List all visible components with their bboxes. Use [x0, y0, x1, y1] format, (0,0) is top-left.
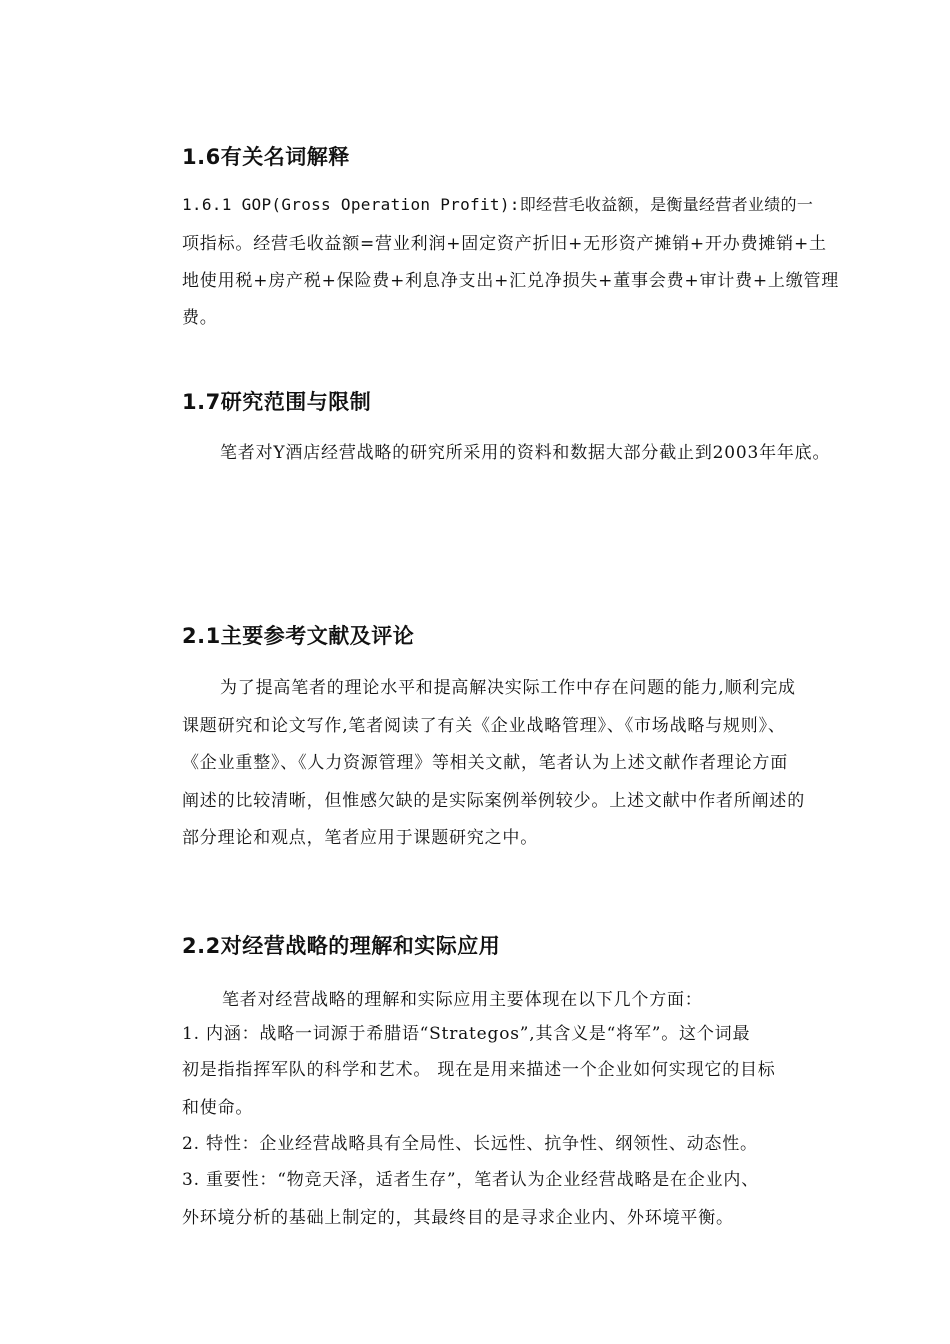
paragraph-line: 费。 — [182, 308, 218, 328]
paragraph-line: 项指标。经营毛收益额=营业利润+固定资产折旧+无形资产摊销+开办费摊销+土 — [182, 234, 827, 254]
section-heading-2-1: 2.1主要参考文献及评论 — [182, 624, 415, 648]
list-item: 3. 重要性：“物竞天泽，适者生存”，笔者认为企业经营战略是在企业内、 — [182, 1170, 760, 1190]
paragraph-line: 阐述的比较清晰，但惟感欠缺的是实际案例举例较少。上述文献中作者所阐述的 — [182, 791, 805, 811]
section-heading-1-7: 1.7研究范围与限制 — [182, 390, 372, 414]
paragraph-line: 课题研究和论文写作,笔者阅读了有关《企业战略管理》、《市场战略与规则》、 — [182, 716, 786, 736]
paragraph-line: 笔者对Y酒店经营战略的研究所采用的资料和数据大部分截止到2003年年底。 — [220, 443, 831, 463]
list-item-continuation: 初是指指挥军队的科学和艺术。 现在是用来描述一个企业如何实现它的目标 — [182, 1060, 776, 1080]
list-item: 2. 特性：企业经营战略具有全局性、长远性、抗争性、纲领性、动态性。 — [182, 1134, 758, 1154]
paragraph-line: 为了提高笔者的理论水平和提高解决实际工作中存在问题的能力,顺利完成 — [220, 678, 796, 698]
paragraph-line: 1.6.1 GOP(Gross Operation Profit):即经营毛收益额，是衡量经营者业绩的一 — [182, 195, 814, 214]
paragraph-line: 笔者对经营战略的理解和实际应用主要体现在以下几个方面： — [222, 990, 703, 1010]
section-heading-2-2: 2.2对经营战略的理解和实际应用 — [182, 934, 501, 958]
paragraph-line: 部分理论和观点，笔者应用于课题研究之中。 — [182, 828, 538, 848]
section-heading-1-6: 1.6有关名词解释 — [182, 145, 350, 169]
list-item: 1. 内涵：战略一词源于希腊语“Strategos”,其含义是“将军”。这个词最 — [182, 1024, 751, 1044]
paragraph-line: 地使用税+房产税+保险费+利息净支出+汇兑净损失+董事会费+审计费+上缴管理 — [182, 271, 840, 291]
list-item-continuation: 和使命。 — [182, 1098, 254, 1118]
paragraph-line: 《企业重整》、《人力资源管理》等相关文献，笔者认为上述文献作者理论方面 — [182, 753, 788, 773]
list-item-continuation: 外环境分析的基础上制定的，其最终目的是寻求企业内、外环境平衡。 — [182, 1208, 734, 1228]
